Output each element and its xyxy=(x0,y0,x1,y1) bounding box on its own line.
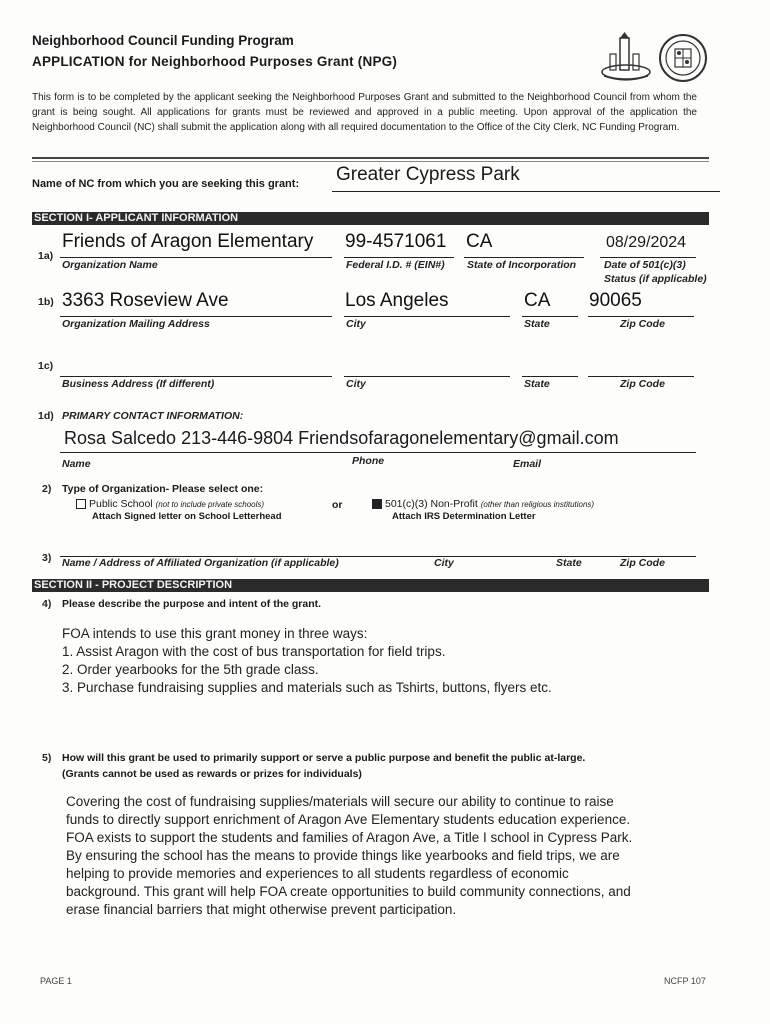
zip-label: Zip Code xyxy=(620,318,665,330)
q5-number: 5) xyxy=(42,752,52,764)
affiliated-city-label: City xyxy=(434,557,454,569)
city-label: City xyxy=(346,318,366,330)
q1d-number: 1d) xyxy=(38,410,54,422)
affiliated-org-label: Name / Address of Affiliated Organization (if applicable) xyxy=(62,557,339,569)
section-1-header: SECTION I- APPLICANT INFORMATION xyxy=(32,212,709,225)
page-number: PAGE 1 xyxy=(40,976,72,986)
public-school-label: Public School xyxy=(89,498,153,510)
mailing-address-label: Organization Mailing Address xyxy=(62,318,210,330)
q4-answer[interactable]: FOA intends to use this grant money in three ways: 1. Assist Aragon with the cost of bus transportation for field trips. 2. Order yearbooks for the 5th grade class. 3. Purchase fundraising supplies and materials such as Tshirts, buttons, flyers etc. xyxy=(62,626,552,695)
q5-answer[interactable]: Covering the cost of fundraising supplies/materials will secure our ability to continue to raise funds to directly support enrichment of Aragon Ave Elementary students education experience. FOA exists to support the students and families of Aragon Ave, a Title I school in Cypress Park. By ensuring the school has the means to provide things like yearbooks and field trips, we are helping to provide memories and experiences to all students regardless of economic background. This grant will help FOA create opportunities to build community connections, and erase financial barriers that might otherwise prevent participation. xyxy=(66,794,633,917)
nonprofit-attach: Attach IRS Determination Letter xyxy=(392,511,536,522)
q1c-number: 1c) xyxy=(38,360,54,372)
q1b-number: 1b) xyxy=(38,296,54,308)
q4-number: 4) xyxy=(42,598,52,610)
state-value[interactable]: CA xyxy=(524,290,551,311)
city-hall-seal-icon xyxy=(602,32,650,80)
nonprofit-note: (other than religious institutions) xyxy=(480,500,595,509)
nonprofit-checkbox[interactable] xyxy=(372,499,382,509)
primary-contact-title: PRIMARY CONTACT INFORMATION: xyxy=(62,410,244,422)
form-number: NCFP 107 xyxy=(664,976,706,986)
nonprofit-label: 501(c)(3) Non-Profit xyxy=(385,498,478,510)
state-inc-label: State of Incorporation xyxy=(467,259,577,271)
affiliated-zip-label: Zip Code xyxy=(620,557,665,569)
org-name-label: Organization Name xyxy=(62,259,158,271)
q2-number: 2) xyxy=(42,483,52,495)
ein-label: Federal I.D. # (EIN#) xyxy=(346,259,445,271)
ein-value[interactable]: 99-4571061 xyxy=(345,231,447,252)
affiliated-state-label: State xyxy=(556,557,582,569)
business-city-label: City xyxy=(346,378,366,390)
program-title: Neighborhood Council Funding Program xyxy=(32,33,294,48)
primary-contact-value[interactable]: Rosa Salcedo 213-446-9804 Friendsofaragonelementary@gmail.com xyxy=(64,428,619,448)
status-label: Status (if applicable) xyxy=(604,273,707,285)
q4-title: Please describe the purpose and intent of the grant. xyxy=(62,598,322,610)
public-school-option[interactable] xyxy=(76,498,264,510)
state-label: State xyxy=(524,318,550,330)
city-hall-seal-icon xyxy=(598,32,710,84)
intro-paragraph: This form is to be completed by the applicant seeking the Neighborhood Purposes Grant and submitted to the Neighborhood Council from whom the grant is being sought. All applications for grants must be reviewed and approved in a public meeting. Upon approval of the application the Neighborhood Council (NC) shall submit the application along with all required documentation to the Office of the City Clerk, NC Funding Program. xyxy=(32,92,697,133)
q1a-number: 1a) xyxy=(38,250,54,262)
nc-name-label: Name of NC from which you are seeking this grant: xyxy=(32,178,300,190)
contact-name-label: Name xyxy=(62,458,91,470)
public-school-checkbox[interactable] xyxy=(76,499,86,509)
or-text: or xyxy=(332,499,343,511)
city-seal-icon xyxy=(660,35,706,81)
org-type-title: Type of Organization- Please select one: xyxy=(62,483,264,495)
q5-note: (Grants cannot be used as rewards or prizes for individuals) xyxy=(62,768,362,780)
nonprofit-option[interactable] xyxy=(372,498,594,510)
contact-email-label: Email xyxy=(513,458,542,470)
business-address-label: Business Address (If different) xyxy=(62,378,215,390)
nc-name-value[interactable]: Greater Cypress Park xyxy=(336,164,520,185)
date-501-value[interactable]: 08/29/2024 xyxy=(606,234,687,251)
public-school-note: (not to include private schools) xyxy=(155,500,265,509)
state-inc-value[interactable]: CA xyxy=(466,231,493,252)
contact-phone-label: Phone xyxy=(352,455,385,467)
date-501-label: Date of 501(c)(3) xyxy=(604,259,686,271)
mailing-address-value[interactable]: 3363 Roseview Ave xyxy=(62,290,229,311)
q3-number: 3) xyxy=(42,552,52,564)
city-value[interactable]: Los Angeles xyxy=(345,290,449,311)
q5-title: How will this grant be used to primarily support or serve a public purpose and benefit the public at-large. xyxy=(62,752,586,764)
org-name-value[interactable]: Friends of Aragon Elementary xyxy=(62,231,314,252)
zip-value[interactable]: 90065 xyxy=(589,290,642,311)
page-title: APPLICATION for Neighborhood Purposes Grant (NPG) xyxy=(32,54,398,69)
business-zip-label: Zip Code xyxy=(620,378,665,390)
public-school-attach: Attach Signed letter on School Letterhead xyxy=(92,511,282,522)
business-state-label: State xyxy=(524,378,550,390)
section-2-header: SECTION II - PROJECT DESCRIPTION xyxy=(32,579,709,592)
